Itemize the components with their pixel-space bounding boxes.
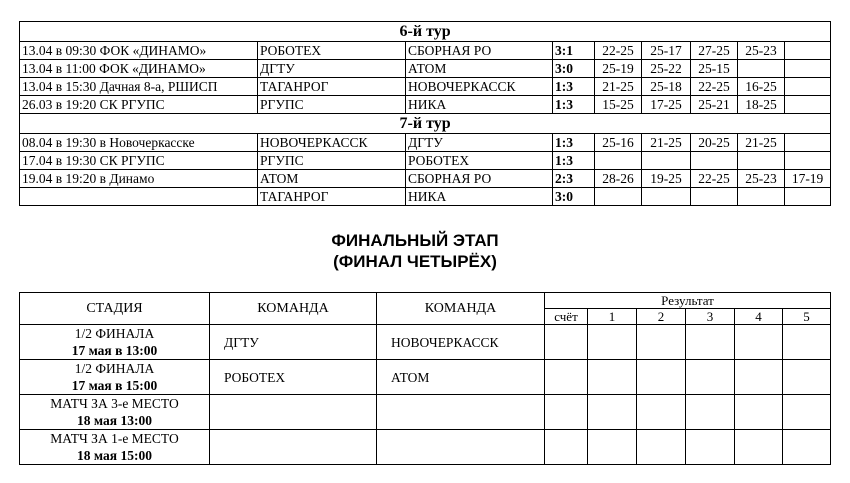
match-row	[20, 96, 831, 114]
stage-date: 18 мая 13:00	[77, 413, 152, 428]
match-team1: РГУПС	[258, 152, 406, 170]
match-team2: СБОРНАЯ РО	[406, 170, 553, 188]
stage-set-1-cell	[588, 325, 637, 360]
match-row	[20, 152, 831, 170]
stage-row	[20, 325, 831, 360]
match-team2: НИКА	[406, 188, 553, 206]
match-score: 3:0	[553, 188, 595, 206]
stage-cell	[20, 325, 210, 360]
stage-team2	[377, 395, 545, 430]
match-set-1: 25-16	[595, 134, 642, 152]
round-title-row	[20, 22, 831, 42]
match-set-1: 21-25	[595, 78, 642, 96]
match-info: 26.03 в 19:20 СК РГУПС	[20, 96, 258, 114]
match-row	[20, 170, 831, 188]
final-heading-line2: (ФИНАЛ ЧЕТЫРЁХ)	[333, 252, 497, 271]
match-info	[20, 188, 258, 206]
stage-row	[20, 395, 831, 430]
stage-team2	[377, 430, 545, 465]
stage-score-cell	[545, 395, 588, 430]
match-set-2: 17-25	[642, 96, 691, 114]
stage-set-3-cell	[686, 395, 735, 430]
stage-set-2-cell	[637, 430, 686, 465]
header-team2: КОМАНДА	[377, 293, 545, 325]
stage-row	[20, 430, 831, 465]
match-set-2: 25-17	[642, 42, 691, 60]
stage-name: МАТЧ ЗА 1-е МЕСТО	[50, 431, 179, 446]
match-info: 17.04 в 19:30 СК РГУПС	[20, 152, 258, 170]
match-set-3: 25-15	[691, 60, 738, 78]
match-team1: РОБОТЕХ	[258, 42, 406, 60]
header-set-4: 4	[735, 309, 783, 325]
round-title-row	[20, 114, 831, 134]
match-info: 08.04 в 19:30 в Новочеркасске	[20, 134, 258, 152]
final-heading-line1: ФИНАЛЬНЫЙ ЭТАП	[331, 231, 499, 250]
stage-team1	[210, 430, 377, 465]
match-score: 3:1	[553, 42, 595, 60]
match-set-4: 21-25	[738, 134, 785, 152]
stage-team2: НОВОЧЕРКАССК	[377, 325, 545, 360]
match-set-5	[785, 78, 831, 96]
match-info: 13.04 в 15:30 Дачная 8-а, РШИСП	[20, 78, 258, 96]
match-team1: АТОМ	[258, 170, 406, 188]
match-set-4	[738, 188, 785, 206]
stage-score-cell	[545, 360, 588, 395]
match-team1: РГУПС	[258, 96, 406, 114]
match-info: 19.04 в 19:20 в Динамо	[20, 170, 258, 188]
header-set-2: 2	[637, 309, 686, 325]
stage-set-2-cell	[637, 360, 686, 395]
match-set-5	[785, 96, 831, 114]
match-set-2: 21-25	[642, 134, 691, 152]
stage-set-4-cell	[735, 430, 783, 465]
stage-set-4-cell	[735, 395, 783, 430]
match-set-5	[785, 42, 831, 60]
match-set-3: 20-25	[691, 134, 738, 152]
header-set-1: 1	[588, 309, 637, 325]
match-set-2: 25-22	[642, 60, 691, 78]
match-set-1	[595, 152, 642, 170]
stage-cell	[20, 360, 210, 395]
stage-set-5-cell	[783, 395, 831, 430]
rounds-body	[20, 22, 831, 206]
header-stage: СТАДИЯ	[20, 293, 210, 325]
stage-cell	[20, 430, 210, 465]
match-team1: ТАГАНРОГ	[258, 78, 406, 96]
match-score: 1:3	[553, 96, 595, 114]
stage-team1: ДГТУ	[210, 325, 377, 360]
stage-set-1-cell	[588, 395, 637, 430]
stage-set-3-cell	[686, 325, 735, 360]
header-result: Результат	[545, 293, 831, 309]
stage-score-cell	[545, 325, 588, 360]
match-row	[20, 188, 831, 206]
match-set-2	[642, 188, 691, 206]
match-info: 13.04 в 11:00 ФОК «ДИНАМО»	[20, 60, 258, 78]
stage-name: 1/2 ФИНАЛА	[74, 326, 155, 341]
match-score: 1:3	[553, 78, 595, 96]
match-row	[20, 134, 831, 152]
match-set-3: 22-25	[691, 170, 738, 188]
match-team2: НОВОЧЕРКАССК	[406, 78, 553, 96]
match-set-5	[785, 134, 831, 152]
stage-date: 17 мая в 13:00	[71, 343, 158, 358]
stage-set-4-cell	[735, 360, 783, 395]
match-score: 3:0	[553, 60, 595, 78]
match-set-4: 25-23	[738, 170, 785, 188]
match-team2: НИКА	[406, 96, 553, 114]
match-score: 1:3	[553, 134, 595, 152]
match-set-3: 25-21	[691, 96, 738, 114]
match-set-2	[642, 152, 691, 170]
match-set-1: 15-25	[595, 96, 642, 114]
match-set-2: 25-18	[642, 78, 691, 96]
match-set-5	[785, 60, 831, 78]
header-score: счёт	[545, 309, 588, 325]
stage-set-5-cell	[783, 430, 831, 465]
stage-score-cell	[545, 430, 588, 465]
match-set-3: 27-25	[691, 42, 738, 60]
match-set-4: 16-25	[738, 78, 785, 96]
stage-name: 1/2 ФИНАЛА	[74, 361, 155, 376]
stage-date: 17 мая в 15:00	[71, 378, 158, 393]
stage-set-5-cell	[783, 325, 831, 360]
stage-row	[20, 360, 831, 395]
match-team2: СБОРНАЯ РО	[406, 42, 553, 60]
match-team2: АТОМ	[406, 60, 553, 78]
stage-set-3-cell	[686, 360, 735, 395]
stage-set-5-cell	[783, 360, 831, 395]
match-row	[20, 78, 831, 96]
match-team1: НОВОЧЕРКАССК	[258, 134, 406, 152]
match-set-4	[738, 152, 785, 170]
match-info: 13.04 в 09:30 ФОК «ДИНАМО»	[20, 42, 258, 60]
round-title: 7-й тур	[20, 114, 831, 134]
match-set-5	[785, 188, 831, 206]
stage-set-2-cell	[637, 395, 686, 430]
round-title: 6-й тур	[20, 22, 831, 42]
stage-set-1-cell	[588, 360, 637, 395]
header-set-5: 5	[783, 309, 831, 325]
stage-set-2-cell	[637, 325, 686, 360]
stage-date: 18 мая 15:00	[77, 448, 152, 463]
stage-team2: АТОМ	[377, 360, 545, 395]
stage-set-1-cell	[588, 430, 637, 465]
match-team1: ДГТУ	[258, 60, 406, 78]
match-set-1	[595, 188, 642, 206]
stage-set-3-cell	[686, 430, 735, 465]
stage-team1: РОБОТЕХ	[210, 360, 377, 395]
rounds-table	[19, 21, 831, 206]
match-set-2: 19-25	[642, 170, 691, 188]
match-set-1: 22-25	[595, 42, 642, 60]
match-set-5	[785, 152, 831, 170]
header-team1: КОМАНДА	[210, 293, 377, 325]
match-set-4: 18-25	[738, 96, 785, 114]
final-stages-body	[20, 325, 831, 465]
match-team2: ДГТУ	[406, 134, 553, 152]
final-table	[19, 292, 831, 465]
match-score: 1:3	[553, 152, 595, 170]
stage-team1	[210, 395, 377, 430]
stage-set-4-cell	[735, 325, 783, 360]
match-row	[20, 42, 831, 60]
match-row	[20, 60, 831, 78]
match-team2: РОБОТЕХ	[406, 152, 553, 170]
match-set-3	[691, 188, 738, 206]
match-set-3: 22-25	[691, 78, 738, 96]
match-set-4	[738, 60, 785, 78]
match-set-5: 17-19	[785, 170, 831, 188]
final-header-row-1	[20, 293, 831, 309]
match-score: 2:3	[553, 170, 595, 188]
match-set-3	[691, 152, 738, 170]
match-set-1: 25-19	[595, 60, 642, 78]
match-team1: ТАГАНРОГ	[258, 188, 406, 206]
stage-name: МАТЧ ЗА 3-е МЕСТО	[50, 396, 179, 411]
match-set-1: 28-26	[595, 170, 642, 188]
match-set-4: 25-23	[738, 42, 785, 60]
header-set-3: 3	[686, 309, 735, 325]
stage-cell	[20, 395, 210, 430]
